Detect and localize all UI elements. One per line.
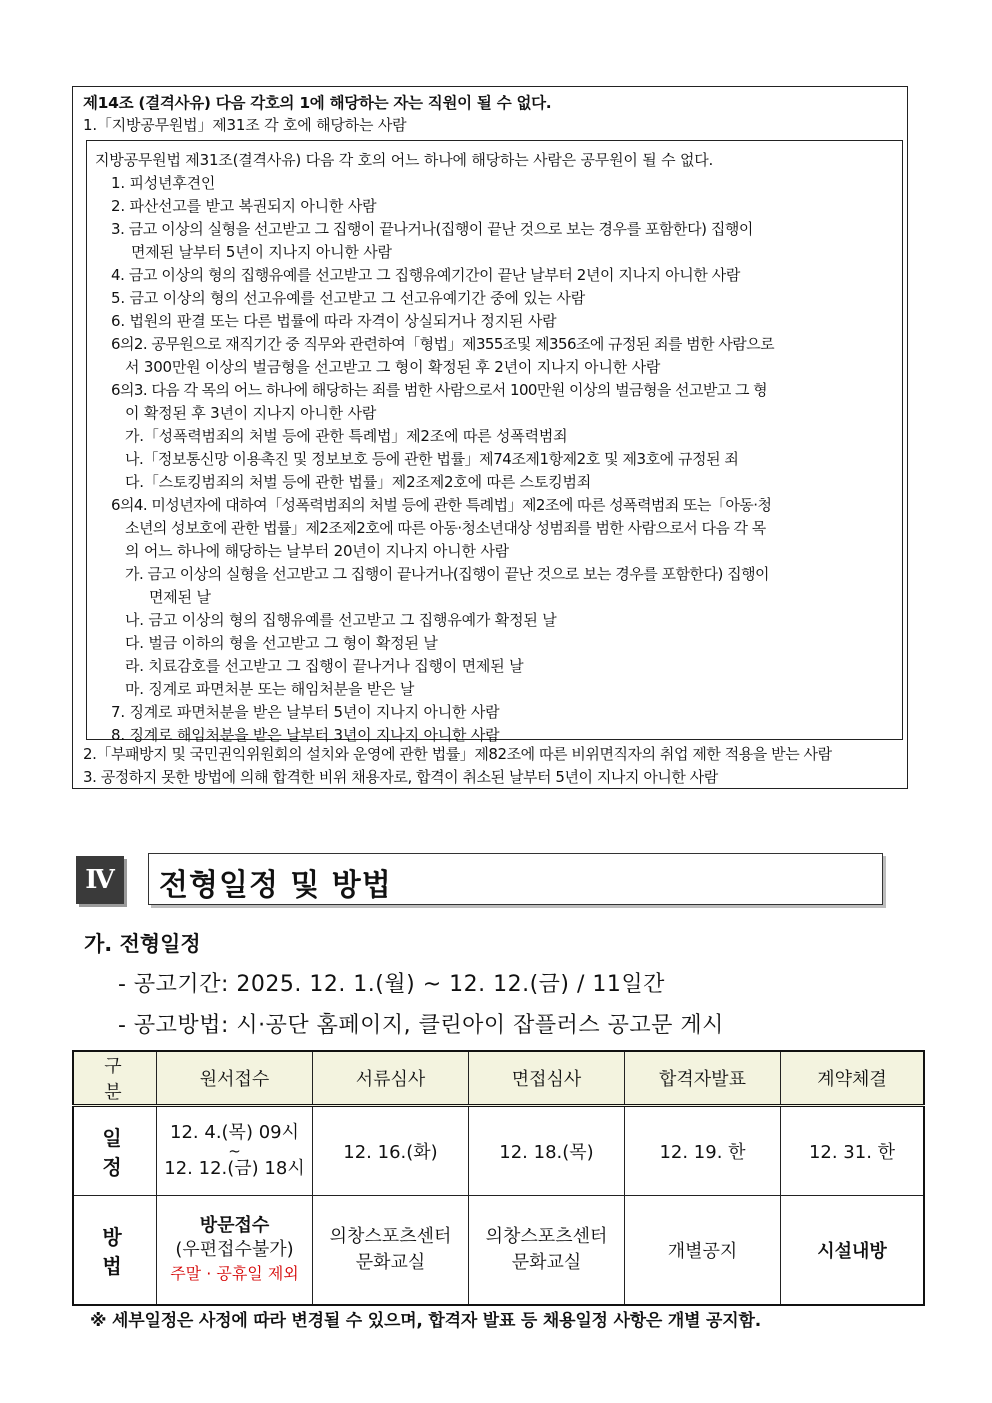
law-line: 가. 금고 이상의 실형을 선고받고 그 집행이 끝나거나(집행이 끝난 것으로 보는 경우를 포함한다) 집행이	[125, 565, 770, 583]
cell-interview-method	[469, 1196, 625, 1306]
subheading: 가. 전형일정	[84, 932, 201, 956]
law-line: 8. 징계로 해임처분을 받은 날부터 3년이 지나지 아니한 사람	[111, 726, 500, 744]
section-number-badge: Ⅳ	[76, 856, 124, 904]
law-line: 나. 금고 이상의 형의 집행유예를 선고받고 그 집행유예가 확정된 날	[125, 611, 557, 629]
article-item-1: 1.「지방공무원법」제31조 각 호에 해당하는 사람	[83, 116, 407, 134]
header-apply: 원서접수	[157, 1051, 313, 1106]
cell-result-schedule: 12. 19. 한	[625, 1106, 781, 1196]
article-title: 제14조 (결격사유) 다음 각호의 1에 해당하는 자는 직원이 될 수 없다.	[83, 94, 552, 112]
law-line: 1. 피성년후견인	[111, 174, 216, 192]
law-quote-box	[86, 140, 903, 744]
cell-docs-method	[313, 1196, 469, 1306]
apply-method-line1: 방문접수	[199, 1215, 270, 1236]
table-row-schedule	[73, 1106, 924, 1196]
cell-result-method: 개별공지	[625, 1196, 781, 1306]
law-line: 6의2. 공무원으로 재직기간 중 직무와 관련하여「형법」제355조및 제356조에 규정된 죄를 범한 사람으로	[111, 335, 775, 353]
table-header-row	[73, 1051, 924, 1106]
article-item-3: 3. 공정하지 못한 방법에 의해 합격한 비위 채용자로, 합격이 취소된 날부터 5년이 지나지 아니한 사람	[83, 768, 718, 786]
law-line: 라. 치료감호를 선고받고 그 집행이 끝나거나 집행이 면제된 날	[125, 657, 524, 675]
law-line: 다. 벌금 이하의 형을 선고받고 그 형이 확정된 날	[125, 634, 438, 652]
corner-cell: 구 분	[73, 1051, 157, 1106]
law-line: 4. 금고 이상의 형의 집행유예를 선고받고 그 집행유예기간이 끝난 날부터 2년이 지나지 아니한 사람	[111, 266, 740, 284]
law-line: 5. 금고 이상의 형의 선고유예를 선고받고 그 선고유예기간 중에 있는 사람	[111, 289, 586, 307]
row-label-schedule: 일 정	[73, 1106, 157, 1196]
law-line: 면제된 날	[149, 588, 211, 606]
docs-method-line2: 문화교실	[355, 1252, 426, 1273]
cell-apply-schedule	[157, 1106, 313, 1196]
row-label-method: 방 법	[73, 1196, 157, 1306]
cell-docs-schedule: 12. 16.(화)	[313, 1106, 469, 1196]
apply-sep: ~	[228, 1142, 241, 1160]
law-line: 6의3. 다음 각 목의 어느 하나에 해당하는 죄를 범한 사람으로서 100만원 이상의 벌금형을 선고받고 그 형	[111, 381, 768, 399]
law-line: 마. 징계로 파면처분 또는 해임처분을 받은 날	[125, 680, 415, 698]
disqualification-article-box	[72, 86, 908, 789]
law-line: 3. 금고 이상의 실형을 선고받고 그 집행이 끝나거나(집행이 끝난 것으로 보는 경우를 포함한다) 집행이	[111, 220, 753, 238]
cell-contract-schedule: 12. 31. 한	[781, 1106, 925, 1196]
apply-method-line2: (우편접수불가)	[175, 1239, 294, 1260]
law-line: 소년의 성보호에 관한 법률」제2조제2호에 따른 아동·청소년대상 성범죄를 범한 사람으로서 다음 각 목	[125, 519, 766, 537]
apply-end: 12. 12.(금) 18시	[164, 1158, 305, 1179]
section-title: 전형일정 및 방법	[159, 868, 392, 903]
law-line: 다.「스토킹범죄의 처벌 등에 관한 법률」제2조제2호에 따른 스토킹범죄	[125, 473, 592, 491]
schedule-table	[72, 1050, 925, 1306]
law-line: 나.「정보통신망 이용촉진 및 정보보호 등에 관한 법률」제74조제1항제2호 및 제3호에 규정된 죄	[125, 450, 739, 468]
law-line: 6. 법원의 판결 또는 다른 법률에 따라 자격이 상실되거나 정지된 사람	[111, 312, 557, 330]
cell-apply-method	[157, 1196, 313, 1306]
table-row-method	[73, 1196, 924, 1306]
law-line: 가.「성폭력범죄의 처벌 등에 관한 특례법」제2조에 따른 성폭력범죄	[125, 427, 568, 445]
law-line: 7. 징계로 파면처분을 받은 날부터 5년이 지나지 아니한 사람	[111, 703, 500, 721]
header-result: 합격자발표	[625, 1051, 781, 1106]
header-contract: 계약체결	[781, 1051, 925, 1106]
apply-method-note: 주말 · 공휴일 제외	[170, 1264, 299, 1283]
law-line: 서 300만원 이상의 벌금형을 선고받고 그 형이 확정된 후 2년이 지나지 아니한 사람	[125, 358, 661, 376]
apply-start: 12. 4.(목) 09시	[170, 1122, 299, 1143]
interview-method-line2: 문화교실	[511, 1252, 582, 1273]
docs-method-line1: 의창스포츠센터	[329, 1226, 452, 1247]
law-line: 6의4. 미성년자에 대하여「성폭력범죄의 처벌 등에 관한 특례법」제2조에 따른 성폭력범죄 또는「아동·청	[111, 496, 772, 514]
footnote: ※ 세부일정은 사정에 따라 변경될 수 있으며, 합격자 발표 등 채용일정 사항은 개별 공지함.	[90, 1311, 761, 1331]
law-line: 면제된 날부터 5년이 지나지 아니한 사람	[131, 243, 392, 261]
article-item-2: 2.「부패방지 및 국민권익위원회의 설치와 운영에 관한 법률」제82조에 따른 비위면직자의 취업 제한 적용을 받는 사람	[83, 745, 832, 763]
header-interview: 면접심사	[469, 1051, 625, 1106]
law-line: 의 어느 하나에 해당하는 날부터 20년이 지나지 아니한 사람	[125, 542, 509, 560]
notice-period: - 공고기간: 2025. 12. 1.(월) ~ 12. 12.(금) / 11일간	[118, 972, 665, 997]
notice-method: - 공고방법: 시·공단 홈페이지, 클린아이 잡플러스 공고문 게시	[118, 1013, 724, 1038]
law-heading: 지방공무원법 제31조(결격사유) 다음 각 호의 어느 하나에 해당하는 사람은 공무원이 될 수 없다.	[95, 151, 714, 169]
law-line: 2. 파산선고를 받고 복권되지 아니한 사람	[111, 197, 377, 215]
law-line: 이 확정된 후 3년이 지나지 아니한 사람	[125, 404, 377, 422]
interview-method-line1: 의창스포츠센터	[485, 1226, 608, 1247]
cell-contract-method: 시설내방	[781, 1196, 925, 1306]
cell-interview-schedule: 12. 18.(목)	[469, 1106, 625, 1196]
section-title-box	[148, 853, 883, 905]
header-docs: 서류심사	[313, 1051, 469, 1106]
